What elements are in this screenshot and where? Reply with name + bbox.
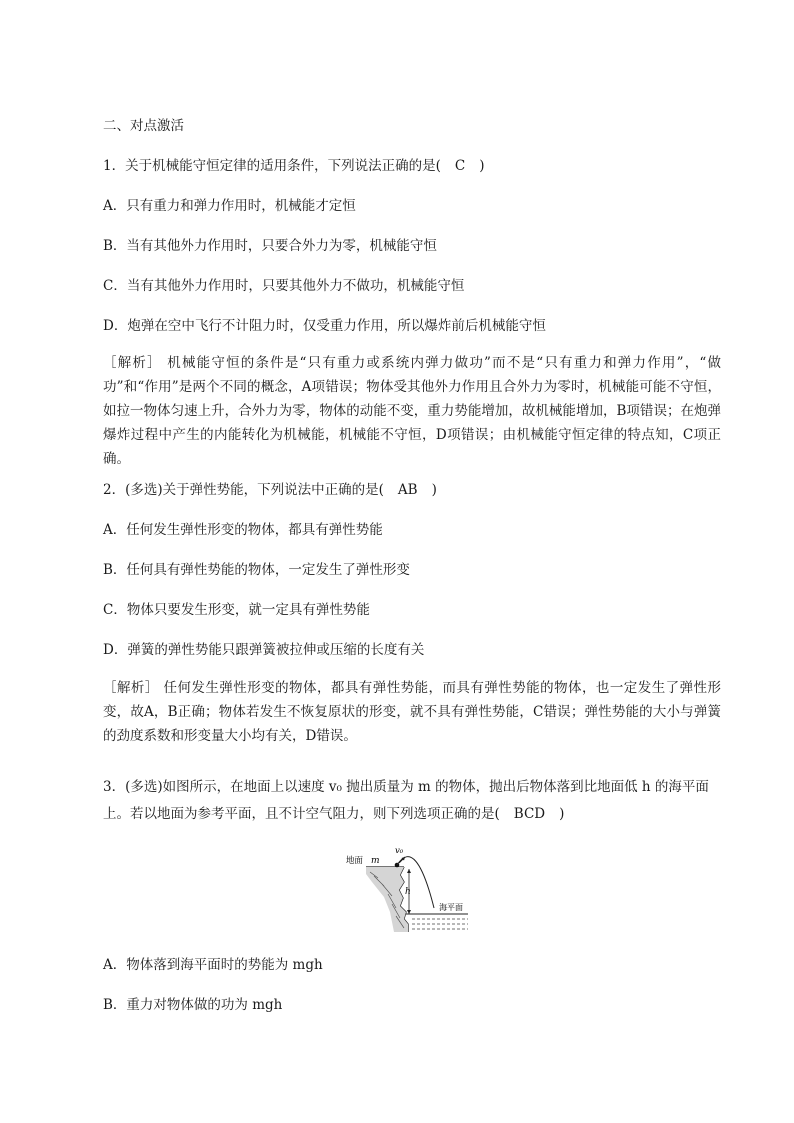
velocity-label: v₀: [395, 846, 404, 856]
question-1-answer: C: [454, 158, 466, 174]
question-1-stem-text: 1．关于机械能守恒定律的适用条件，下列说法正确的是(: [103, 158, 441, 174]
question-3-stem-line-2: [103, 805, 564, 823]
question-3-close: ): [559, 806, 565, 822]
section-title: 二、对点激活: [103, 118, 184, 134]
question-2-close: ): [431, 482, 437, 498]
question-1-option-c: C．当有其他外力作用时，只要其他外力不做功，机械能守恒: [103, 278, 465, 294]
question-3-option-b: B．重力对物体做的功为 mgh: [103, 997, 283, 1013]
question-2-option-c: C．物体只要发生形变，就一定具有弹性势能: [103, 602, 370, 618]
question-3-answer: BCD: [513, 806, 546, 822]
question-3-stem-line-1: 3．(多选)如图所示，在地面上以速度 v₀ 抛出质量为 m 的物体，抛出后物体落到比地面低 h 的海平面: [103, 779, 709, 795]
question-1-option-d: D．炮弹在空中飞行不计阻力时，仅受重力作用，所以爆炸前后机械能守恒: [103, 318, 546, 334]
height-label: h: [405, 887, 411, 897]
question-2-stem: [103, 481, 437, 499]
question-2-option-d: D．弹簧的弹性势能只跟弹簧被拉伸或压缩的长度有关: [103, 642, 425, 658]
question-3-option-a: A．物体落到海平面时的势能为 mgh: [103, 957, 323, 973]
question-1-close: ): [479, 158, 485, 174]
question-1-stem: [103, 157, 484, 175]
sea-label: 海平面: [439, 903, 463, 912]
question-2-stem-text: 2．(多选)关于弹性势能，下列说法中正确的是(: [103, 482, 384, 498]
question-2-analysis: ［解析］ 任何发生弹性形变的物体，都具有弹性势能，而具有弹性势能的物体，也一定发生了弹性形变，故A，B正确；物体若发生不恢复原状的形变，就不具有弹性势能，C错误；弹性势能的大小与弹簧的劲度系数和形变量大小均有关，D错误。: [103, 680, 721, 744]
ground-label: 地面: [346, 856, 364, 866]
cliff-sea-diagram: [344, 842, 472, 932]
question-3-stem-text: 上。若以地面为参考平面，且不计空气阻力，则下列选项正确的是(: [103, 806, 500, 822]
question-2-option-a: A．任何发生弹性形变的物体，都具有弹性势能: [103, 522, 383, 538]
height-arrow-top: [407, 869, 411, 873]
question-1-option-a: A．只有重力和弹力作用时，机械能才定恒: [103, 198, 356, 214]
question-1-analysis: ［解析］ 机械能守恒的条件是“只有重力或系统内弹力做功”而不是“只有重力和弹力作用”，“做功”和“作用”是两个不同的概念，A项错误；物体受其他外力作用且合外力为零时，机械能可能不守恒，如拉一物体匀速上升，合外力为零，物体的动能不变，重力势能增加，故机械能增加，B项错误；在炮弹爆炸过程中产生的内能转化为机械能，机械能不守恒，D项错误；由机械能守恒定律的特点知，C项正确。: [103, 355, 721, 467]
question-2-option-b: B．任何具有弹性势能的物体，一定发生了弹性形变: [103, 562, 410, 578]
height-arrow-bottom: [407, 910, 411, 914]
mass-label: m: [371, 856, 380, 866]
question-2-answer: AB: [397, 482, 418, 498]
question-1-option-b: B．当有其他外力作用时，只要合外力为零，机械能守恒: [103, 238, 437, 254]
